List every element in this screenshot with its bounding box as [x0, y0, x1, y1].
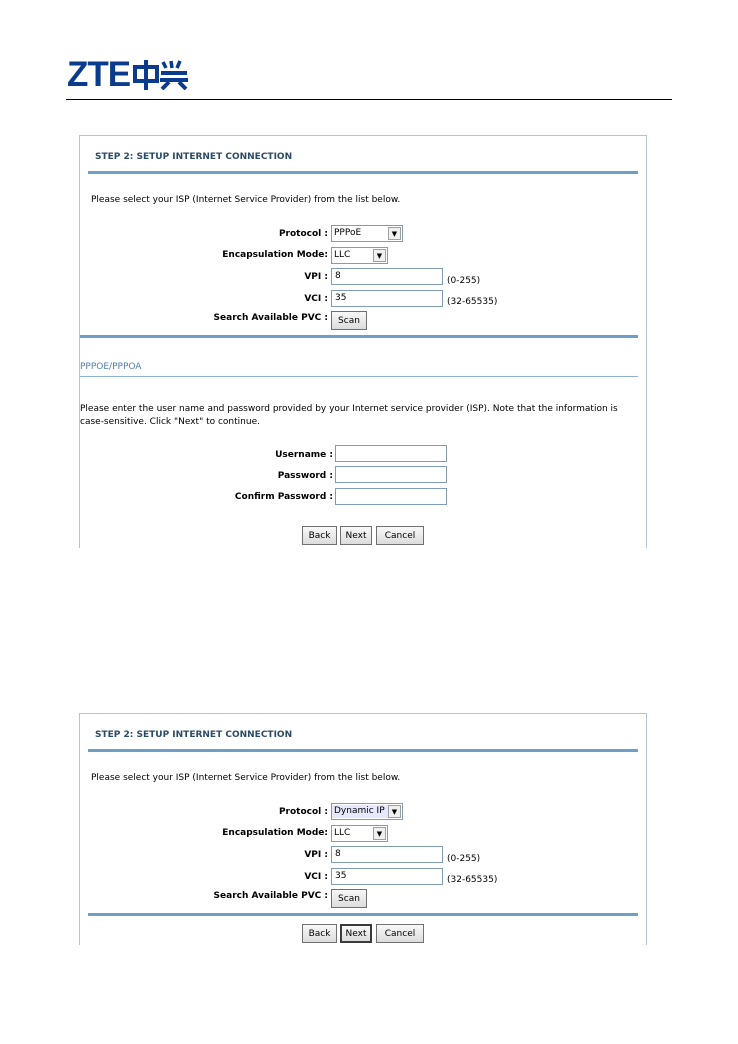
logo-latin: ZTE: [67, 55, 131, 94]
encapsulation-value: LLC: [334, 828, 351, 838]
vpi-label: VPI :: [304, 272, 328, 282]
protocol-value: Dynamic IP: [332, 805, 388, 818]
setup-panel-dynamic-ip: [79, 713, 647, 945]
vci-range: (32-65535): [447, 297, 498, 307]
section-rule: [88, 171, 638, 174]
zte-logo: [67, 55, 187, 95]
vci-input[interactable]: 35: [331, 868, 443, 885]
dropdown-arrow-icon: ▼: [388, 227, 401, 240]
cancel-button[interactable]: Cancel: [376, 924, 424, 943]
dropdown-arrow-icon: ▼: [373, 827, 386, 840]
protocol-select[interactable]: [331, 803, 403, 820]
back-button[interactable]: Back: [302, 526, 337, 545]
encapsulation-label: Encapsulation Mode:: [222, 250, 328, 260]
dropdown-arrow-icon: ▼: [388, 805, 401, 818]
vci-input[interactable]: 35: [331, 290, 443, 307]
intro-text: Please select your ISP (Internet Service Provider) from the list below.: [91, 195, 401, 205]
pvc-label: Search Available PVC :: [213, 891, 328, 901]
vci-range: (32-65535): [447, 875, 498, 885]
section-rule: [88, 749, 638, 752]
section-title: STEP 2: SETUP INTERNET CONNECTION: [95, 730, 293, 740]
dropdown-arrow-icon: ▼: [373, 249, 386, 262]
protocol-select[interactable]: [331, 225, 403, 242]
subsection-rule: [80, 376, 638, 377]
pppoe-intro-text: Please enter the user name and password provided by your Internet service provider (ISP). Note that the information is case-sensitive. Click "Next" to continue.: [80, 404, 618, 427]
scan-button[interactable]: Scan: [331, 311, 367, 330]
protocol-value: PPPoE: [334, 228, 362, 238]
protocol-label: Protocol :: [278, 807, 328, 817]
scan-button[interactable]: Scan: [331, 889, 367, 908]
logo-cjk: [132, 60, 188, 90]
next-button[interactable]: Next: [340, 924, 372, 943]
vpi-input[interactable]: 8: [331, 846, 443, 863]
protocol-label: Protocol :: [278, 229, 328, 239]
pvc-label: Search Available PVC :: [213, 313, 328, 323]
encapsulation-value: LLC: [334, 250, 351, 260]
setup-panel-pppoe: [79, 135, 647, 548]
password-input[interactable]: [335, 466, 447, 483]
vpi-label: VPI :: [304, 850, 328, 860]
confirm-password-input[interactable]: [335, 488, 447, 505]
encapsulation-select[interactable]: [331, 247, 388, 264]
section-rule: [80, 335, 638, 338]
vpi-input[interactable]: 8: [331, 268, 443, 285]
vci-label: VCI :: [304, 294, 328, 304]
encapsulation-select[interactable]: [331, 825, 388, 842]
zhongxing-logo-glyphs: [132, 60, 188, 90]
back-button[interactable]: Back: [302, 924, 337, 943]
encapsulation-label: Encapsulation Mode:: [222, 828, 328, 838]
vpi-range: (0-255): [447, 276, 481, 286]
pppoe-title: PPPOE/PPPOA: [80, 362, 142, 372]
cancel-button[interactable]: Cancel: [376, 526, 424, 545]
header-rule: [66, 99, 672, 100]
intro-text: Please select your ISP (Internet Service Provider) from the list below.: [91, 773, 401, 783]
section-title: STEP 2: SETUP INTERNET CONNECTION: [95, 152, 293, 162]
vpi-range: (0-255): [447, 854, 481, 864]
username-label: Username :: [275, 450, 333, 460]
vci-label: VCI :: [304, 872, 328, 882]
section-rule: [88, 913, 638, 916]
username-input[interactable]: [335, 445, 447, 462]
next-button[interactable]: Next: [340, 526, 372, 545]
confirm-password-label: Confirm Password :: [234, 492, 333, 502]
password-label: Password :: [277, 471, 333, 481]
